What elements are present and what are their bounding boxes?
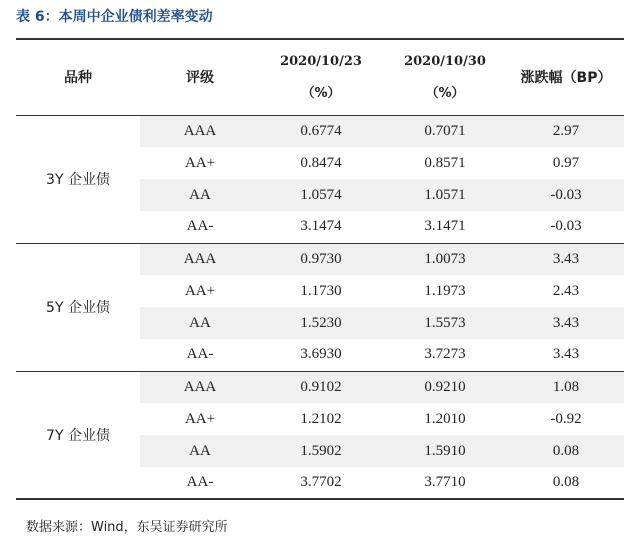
header-date1-unit: （%） bbox=[301, 86, 341, 102]
rating-cell: AA+ bbox=[184, 282, 216, 299]
change-cell: 0.97 bbox=[552, 154, 580, 171]
value2-cell: 3.7273 bbox=[382, 339, 508, 371]
value1-cell: 1.5230 bbox=[260, 307, 382, 339]
table-row bbox=[16, 115, 624, 147]
table-row bbox=[16, 243, 624, 275]
table-row bbox=[16, 371, 624, 403]
value1-cell: 3.6930 bbox=[260, 339, 382, 371]
rating-cell: AAA bbox=[140, 371, 260, 403]
source-note: 数据来源：Wind，东吴证券研究所 bbox=[26, 520, 228, 535]
value2-cell: 0.8571 bbox=[424, 154, 466, 171]
change-cell: 3.43 bbox=[508, 243, 624, 275]
header-date2-label: 2020/10/30 bbox=[404, 54, 486, 70]
rating-cell: AA- bbox=[140, 211, 260, 243]
value2-cell: 1.5910 bbox=[382, 435, 508, 467]
change-cell: 0.08 bbox=[508, 467, 624, 499]
change-cell: -0.03 bbox=[508, 179, 624, 211]
rating-cell: AA bbox=[140, 307, 260, 339]
value1-cell: 3.1474 bbox=[260, 211, 382, 243]
value1-cell: 1.2102 bbox=[300, 410, 342, 427]
change-cell: -0.92 bbox=[550, 410, 582, 427]
rating-cell: AAA bbox=[140, 115, 260, 147]
value1-cell: 0.8474 bbox=[300, 154, 342, 171]
value2-cell: 1.2010 bbox=[424, 410, 466, 427]
rating-cell: AA+ bbox=[184, 410, 216, 427]
value2-cell: 0.9210 bbox=[382, 371, 508, 403]
header-date1 bbox=[260, 39, 382, 115]
spread-table bbox=[16, 38, 624, 500]
group-label: 5Y 企业债 bbox=[16, 243, 140, 371]
value2-cell: 1.0571 bbox=[382, 179, 508, 211]
change-cell: 0.08 bbox=[508, 435, 624, 467]
table-title: 表 6：本周中企业债利差率变动 bbox=[16, 9, 213, 25]
change-cell: 2.43 bbox=[552, 282, 580, 299]
header-date1-label: 2020/10/23 bbox=[280, 54, 362, 70]
value2-cell: 1.0073 bbox=[382, 243, 508, 275]
header-date2 bbox=[382, 39, 508, 115]
value1-cell: 1.0574 bbox=[260, 179, 382, 211]
value1-cell: 0.9730 bbox=[260, 243, 382, 275]
value2-cell: 3.1471 bbox=[382, 211, 508, 243]
change-cell: 1.08 bbox=[508, 371, 624, 403]
change-cell: -0.03 bbox=[508, 211, 624, 243]
rating-cell: AA- bbox=[140, 467, 260, 499]
value1-cell: 1.5902 bbox=[260, 435, 382, 467]
change-cell: 2.97 bbox=[508, 115, 624, 147]
rating-cell: AA bbox=[140, 179, 260, 211]
value2-cell: 1.1973 bbox=[424, 282, 466, 299]
rating-cell: AAA bbox=[140, 243, 260, 275]
value1-cell: 3.7702 bbox=[260, 467, 382, 499]
rating-cell: AA bbox=[140, 435, 260, 467]
header-variety: 品种 bbox=[64, 70, 92, 87]
change-cell: 3.43 bbox=[508, 307, 624, 339]
value2-cell: 1.5573 bbox=[382, 307, 508, 339]
value1-cell: 0.9102 bbox=[260, 371, 382, 403]
rating-cell: AA+ bbox=[184, 154, 216, 171]
group-label: 7Y 企业债 bbox=[16, 371, 140, 499]
header-change: 涨跌幅（BP） bbox=[520, 70, 612, 87]
header-row bbox=[16, 39, 624, 115]
rating-cell: AA- bbox=[140, 339, 260, 371]
change-cell: 3.43 bbox=[508, 339, 624, 371]
value1-cell: 1.1730 bbox=[300, 282, 342, 299]
value2-cell: 0.7071 bbox=[382, 115, 508, 147]
header-date2-unit: （%） bbox=[425, 86, 465, 102]
value2-cell: 3.7710 bbox=[382, 467, 508, 499]
value1-cell: 0.6774 bbox=[260, 115, 382, 147]
group-label: 3Y 企业债 bbox=[16, 115, 140, 243]
header-rating: 评级 bbox=[186, 70, 214, 87]
